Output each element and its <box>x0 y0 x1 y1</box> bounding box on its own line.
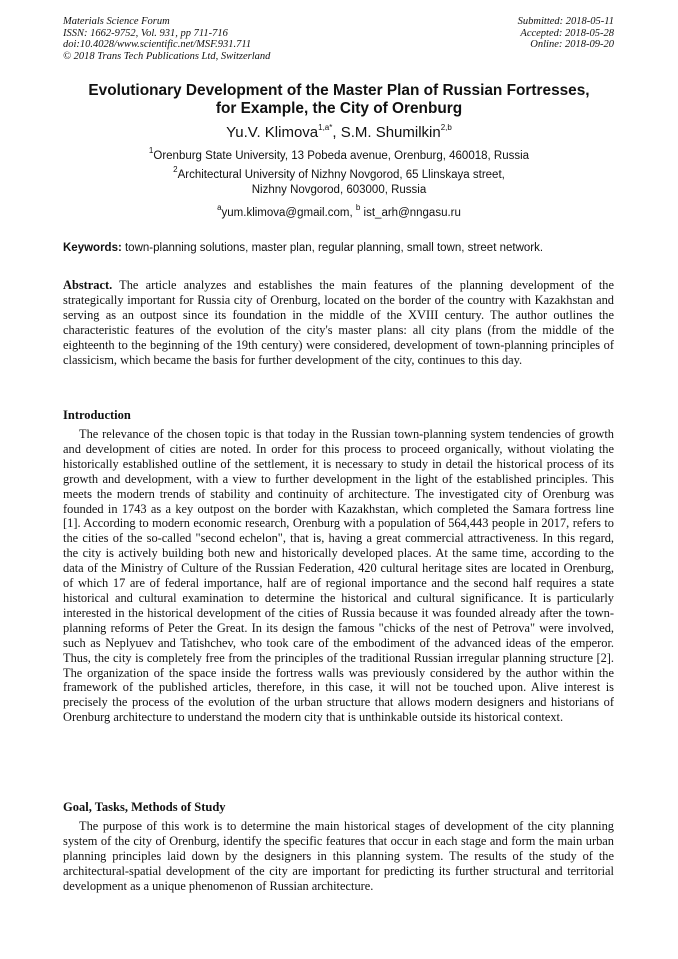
accepted-date: Accepted: 2018-05-28 <box>520 27 614 39</box>
affiliation-2-line2: Nizhny Novgorod, 603000, Russia <box>251 184 427 196</box>
journal-doi[interactable]: doi:10.4028/www.scientific.net/MSF.931.711 <box>63 39 252 50</box>
author-list <box>40 124 638 142</box>
section-heading-goal: Goal, Tasks, Methods of Study <box>63 800 226 814</box>
journal-copyright: © 2018 Trans Tech Publications Ltd, Switzerland <box>63 50 271 62</box>
affiliation-2 <box>40 165 638 198</box>
affiliation-1-text: Orenburg State University, 13 Pobeda avenue, Orenburg, 460018, Russia <box>153 150 530 162</box>
email-a[interactable]: yum.klimova@gmail.com, <box>221 207 356 219</box>
affiliation-1 <box>40 146 638 164</box>
email-b-mark: b <box>355 203 361 213</box>
submitted-date: Submitted: 2018-05-11 <box>517 16 614 27</box>
paper-title-line2: for Example, the City of Orenburg <box>215 100 463 117</box>
journal-issn: ISSN: 1662-9752, Vol. 931, pp 711-716 <box>63 27 228 39</box>
paper-title <box>40 82 638 118</box>
section-heading-introduction: Introduction <box>63 408 131 422</box>
journal-header-right <box>518 16 614 51</box>
keywords <box>63 241 623 256</box>
author-name-1: Yu.V. Klimova <box>226 124 319 141</box>
journal-header-left <box>63 16 270 62</box>
online-date: Online: 2018-09-20 <box>530 39 614 50</box>
keywords-label: Keywords: <box>63 242 122 254</box>
keywords-text: town-planning solutions, master plan, regular planning, small town, street network. <box>121 242 544 254</box>
affiliation-2-line1: Architectural University of Nizhny Novgorod, 65 Llinskaya street, <box>177 169 505 181</box>
author-1-affiliation-mark: 1,a* <box>318 123 333 132</box>
affiliation-1-mark: 1 <box>148 146 154 156</box>
abstract-label: Abstract. <box>63 278 113 292</box>
goal-paragraph: The purpose of this work is to determine the main historical stages of development of the city planning system of the city of Orenburg, identify the specific features that occur in each stage and form the main urban planning principles laid down by the designers in this planning system. The results of the study of the architectural-spatial development of the city are important for predicting its further structural and territorial development as a unique phenomenon of Russian architecture. <box>63 819 614 893</box>
email-a-mark: a <box>217 203 222 213</box>
journal-name: Materials Science Forum <box>63 16 170 27</box>
paper-title-line1: Evolutionary Development of the Master Plan of Russian Fortresses, <box>88 82 590 99</box>
abstract <box>63 278 614 367</box>
email-b[interactable]: ist_arh@nngasu.ru <box>360 207 461 219</box>
author-separator: , <box>332 124 341 141</box>
author-name-2: S.M. Shumilkin <box>340 124 441 141</box>
affiliation-2-mark: 2 <box>173 165 178 175</box>
author-emails <box>40 203 638 221</box>
author-2-affiliation-mark: 2,b <box>440 123 452 132</box>
abstract-text: The article analyzes and establishes the main features of the planning development of the strategically important for Russia city of Orenburg, located on the border of the country with Kazakhstan and serving as an outpost since its foundation in the middle of the XVIII century. The author outlines the characteristic features of the evolution of the city's master plans: all city plans (from the middle of the eighteenth to the beginning of the 19th century) were considered, development of town-planning principles of classicism, which became the basis for further development of the city, continues to this day. <box>63 278 614 367</box>
introduction-paragraph: The relevance of the chosen topic is that today in the Russian town-planning system tendencies of growth and development of cities are noted. In order for this process to proceed organically, without violating the historically established outline of the settlement, it is necessary to study in detail the historical process of its growth and development, with a view to further development in the light of the established principles. This meets the modern trends of stability and continuity of architecture. The investigated city of Orenburg was founded in 1743 as a key outpost on the border with Kazakhstan, which completed the Samara fortress line [1]. According to modern economic research, Orenburg with a population of 564,443 people in 2017, refers to the cities of the so-called "second echelon", that is, having a great commercial attractiveness. In this regard, the city is actively building both new and historically developed places. At the same time, according to the data of the Ministry of Culture of the Russian Federation, 420 cultural heritage sites are located in Orenburg, of which 17 are of federal importance, half are of regional importance and the second half requires a state historical and cultural examination to determine the historical and cultural significance. It is particularly interested in the historical development of the cities of Russia because it was founded already after the town-planning reforms of Peter the Great. In its design the famous "chicks of the nest of Petrova" were involved, such as Neplyuev and Tatishchev, who took care of the embodiment of the advanced ideas of the emperor. Thus, the city is completely free from the principles of the traditional Russian irregular planning structure [2]. The organization of the space inside the fortress walls was previously considered by the author within the framework of the published articles, therefore, in this case, it will not be touched upon. Alive interest is precisely the process of the evolution of the urban structure that allows modern designers and historians of Orenburg architecture to understand the modern city that is unthinkable outside its historical context. <box>63 427 614 725</box>
